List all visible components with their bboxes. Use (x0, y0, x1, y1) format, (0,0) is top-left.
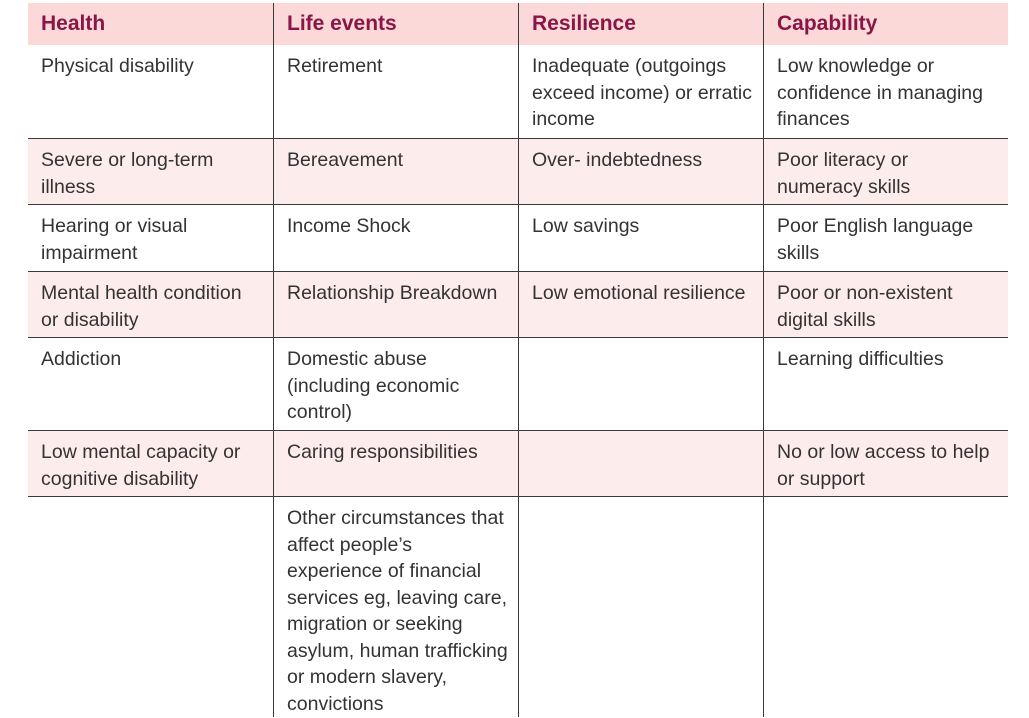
header-capability: Capability (763, 3, 1008, 45)
table-cell: Relationship Breakdown (273, 272, 518, 338)
table-cell: Bereavement (273, 139, 518, 205)
table-cell (763, 497, 1008, 717)
table-cell (518, 431, 763, 497)
table-cell: Low mental capacity or cognitive disability (28, 431, 273, 497)
table-cell: Domestic abuse (including economic control) (273, 338, 518, 431)
table-cell: Severe or long-term illness (28, 139, 273, 205)
header-resilience: Resilience (518, 3, 763, 45)
table-cell: Hearing or visual impairment (28, 205, 273, 272)
table-cell (28, 497, 273, 717)
table-cell: Poor literacy or numeracy skills (763, 139, 1008, 205)
table-cell: Inadequate (outgoings exceed income) or erratic income (518, 45, 763, 139)
table-cell: Retirement (273, 45, 518, 139)
header-life-events: Life events (273, 3, 518, 45)
table-cell: Addiction (28, 338, 273, 431)
table-cell: Mental health condition or disability (28, 272, 273, 338)
table-cell: Poor English language skills (763, 205, 1008, 272)
table-cell: Poor or non-existent digital skills (763, 272, 1008, 338)
table-cell: Other circumstances that affect people’s experience of financial services eg, leaving care, migration or seeking asylum, human trafficking or modern slavery, convictions (273, 497, 518, 717)
table-cell (518, 338, 763, 431)
table-cell: Physical disability (28, 45, 273, 139)
vulnerability-drivers-table (28, 3, 1008, 718)
table-cell: Low knowledge or confidence in managing finances (763, 45, 1008, 139)
table-cell: Over- indebtedness (518, 139, 763, 205)
header-health: Health (28, 3, 273, 45)
table-cell: Low savings (518, 205, 763, 272)
table-cell: Income Shock (273, 205, 518, 272)
table-cell: No or low access to help or support (763, 431, 1008, 497)
table-cell: Caring responsibilities (273, 431, 518, 497)
table-cell (518, 497, 763, 717)
table-cell: Low emotional resilience (518, 272, 763, 338)
table-cell: Learning difficulties (763, 338, 1008, 431)
